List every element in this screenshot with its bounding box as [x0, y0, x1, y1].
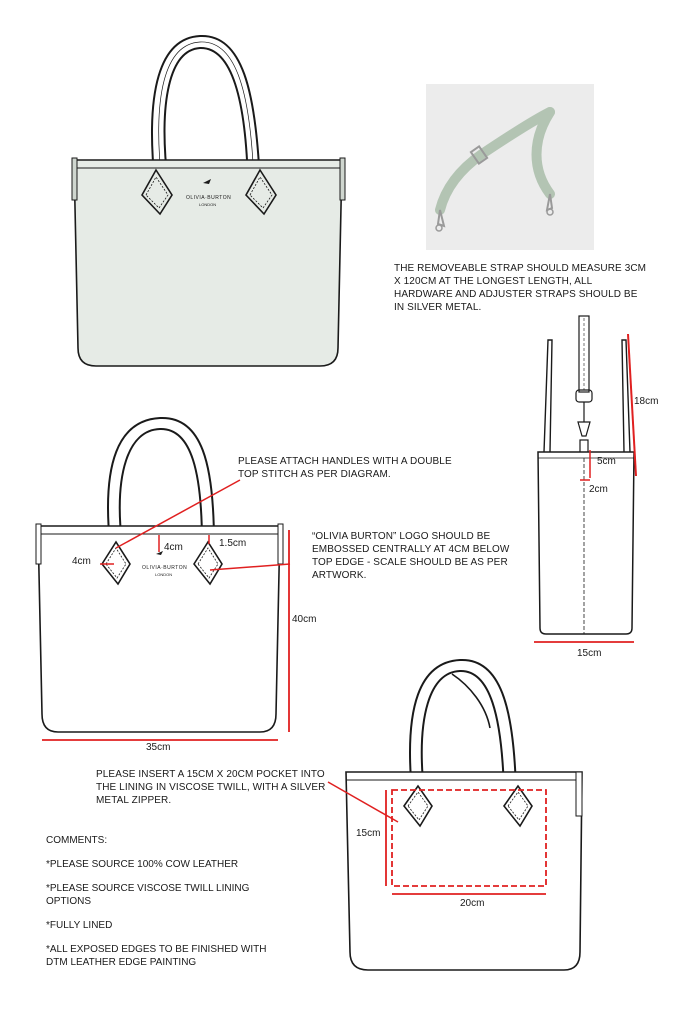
logo-note: “OLIVIA BURTON” LOGO SHOULD BE EMBOSSED CENTRALLY AT 4CM BELOW TOP EDGE - SCALE SHOULD BE AS PER ARTWORK. [312, 531, 510, 581]
dim-tab-width: 2cm [589, 484, 608, 495]
comment-item: *FULLY LINED [46, 920, 113, 931]
dim-handle-inset: 4cm [72, 556, 91, 567]
handles-note: PLEASE ATTACH HANDLES WITH A DOUBLE TOP STITCH AS PER DIAGRAM. [238, 456, 452, 480]
dim-pocket-width: 20cm [460, 898, 485, 909]
dim-side-width: 15cm [577, 648, 602, 659]
brand-logo-middle: OLIVIA·BURTON [142, 565, 188, 571]
dim-front-height: 40cm [292, 614, 317, 625]
brand-sub-middle: LONDON [155, 572, 173, 577]
dim-logo-drop: 4cm [164, 542, 183, 553]
comments-heading: COMMENTS: [46, 835, 108, 846]
dim-pocket-height: 15cm [356, 828, 381, 839]
dim-tab-length: 5cm [597, 456, 616, 467]
brand-sub-top: LONDON [199, 202, 217, 207]
strap-note: THE REMOVEABLE STRAP SHOULD MEASURE 3CM X 120CM AT THE LONGEST LENGTH, ALL HARDWARE AND ADJUSTER STRAPS SHOULD BE IN SILVER METAL. [394, 263, 647, 313]
comments-block [46, 834, 286, 980]
strap-photo [426, 84, 594, 250]
dim-front-width: 35cm [146, 742, 171, 753]
bag-pocket-view [300, 656, 600, 976]
dim-stitch: 1.5cm [219, 538, 247, 549]
comment-item: *PLEASE SOURCE VISCOSE TWILL LINING OPTIONS [46, 883, 250, 907]
pocket-note: PLEASE INSERT A 15CM X 20CM POCKET INTO THE LINING IN VISCOSE TWILL, WITH A SILVER METAL ZIPPER. [96, 769, 326, 806]
brand-logo-top: OLIVIA·BURTON [186, 195, 232, 201]
comment-item: *PLEASE SOURCE 100% COW LEATHER [46, 859, 239, 870]
comment-item: *ALL EXPOSED EDGES TO BE FINISHED WITH DTM LEATHER EDGE PAINTING [46, 944, 267, 968]
dim-side-height: 18cm [634, 396, 659, 407]
